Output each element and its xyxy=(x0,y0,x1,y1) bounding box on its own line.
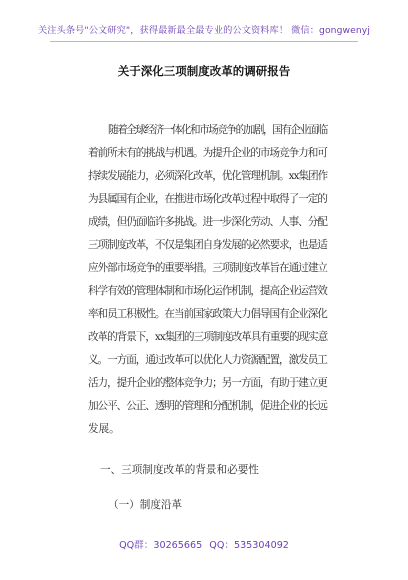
section-heading: 一、三项制度改革的背景和必要性 xyxy=(100,464,259,476)
document-title: 关于深化三项制度改革的调研报告 xyxy=(117,64,291,78)
paragraph-line: 随着全球经济一体化和市场竞争的加剧，国有企业面临 xyxy=(108,124,327,136)
paragraph-line: 应外部市场竞争的重要举措。三项制度改革旨在通过建立 xyxy=(88,262,327,274)
footer-qq-group: QQ群：30265665 xyxy=(119,540,203,551)
footer-qq: QQ：535304092 xyxy=(209,540,289,551)
paragraph-line: 成绩，但仍面临许多挑战。进一步深化劳动、人事、分配 xyxy=(88,216,327,228)
paragraph-line: 科学有效的管理体制和市场化运作机制，提高企业运营效 xyxy=(88,285,327,297)
paragraph-line: 加公平、公正、透明的管理和分配机制，促进企业的长远 xyxy=(88,400,327,412)
paragraph-line: 为县属国有企业，在推进市场化改革过程中取得了一定的 xyxy=(88,193,327,205)
paragraph-line: 率和员工积极性。在当前国家政策大力倡导国有企业深化 xyxy=(88,308,327,320)
paragraph-line: 义。一方面，通过改革可以优化人力资源配置，激发员工 xyxy=(88,354,327,366)
header-divider xyxy=(50,41,358,42)
footer-contact xyxy=(0,537,408,551)
paragraph-line: 改革的背景下，xx集团的三项制度改革具有重要的现实意 xyxy=(88,331,328,343)
paragraph-line: 三项制度改革，不仅是集团自身发展的必然要求，也是适 xyxy=(88,239,327,251)
paragraph-line: 发展。 xyxy=(88,423,120,435)
paragraph-line: 着前所未有的挑战与机遇。为提升企业的市场竞争力和可 xyxy=(88,147,327,159)
subsection-heading: （一）制度沿革 xyxy=(108,499,183,511)
paragraph-line: 活力，提升企业的整体竞争力；另一方面，有助于建立更 xyxy=(88,377,327,389)
paragraph-line: 持续发展能力，必须深化改革，优化管理机制。xx集团作 xyxy=(88,170,328,182)
header-banner: 关注头条号"公文研究"，获得最新最全最专业的公文资料库！ 微信：gongwenyj xyxy=(38,25,370,36)
